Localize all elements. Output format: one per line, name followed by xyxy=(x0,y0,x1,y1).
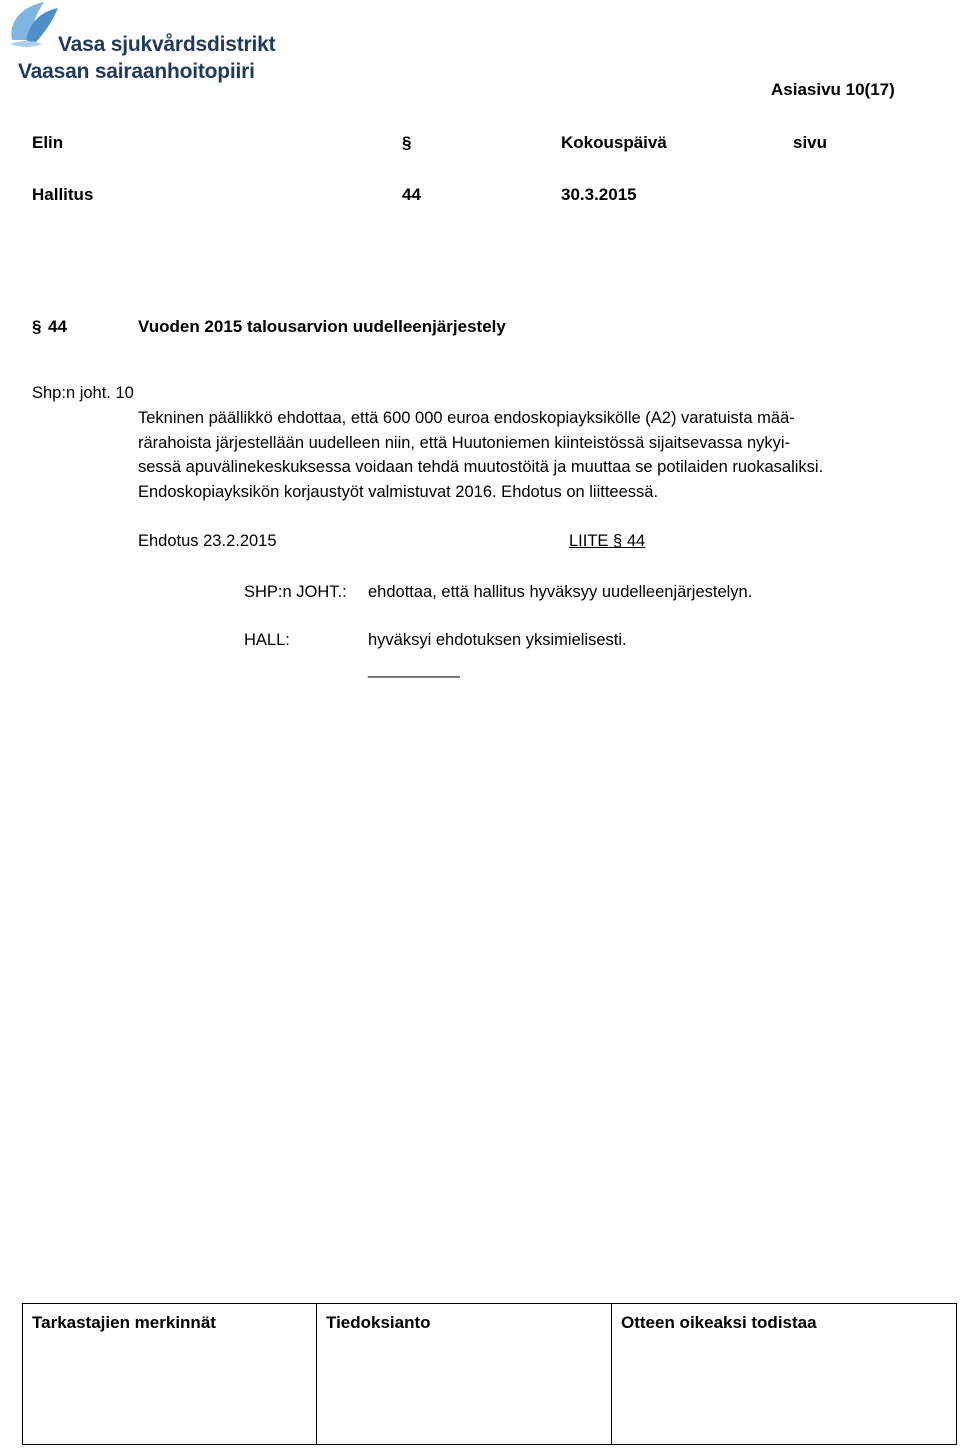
logo-name-finnish: Vaasan sairaanhoitopiiri xyxy=(18,60,255,83)
header-section-value: 44 xyxy=(402,185,421,204)
header-elin-label: Elin xyxy=(32,133,64,152)
header-meeting-date-label: Kokouspäivä xyxy=(561,133,667,152)
proposal-date: Ehdotus 23.2.2015 xyxy=(138,532,277,550)
paragraph-line: Tekninen päällikkö ehdottaa, että 600 000 euroa endoskopiayksikölle (A2) varatuista mää- xyxy=(138,409,795,427)
page-label: Asiasivu 10(17) xyxy=(771,80,895,99)
footer-certification-label: Otteen oikeaksi todistaa xyxy=(621,1313,817,1332)
footer-col-inspectors xyxy=(23,1304,317,1444)
footer-signature-table xyxy=(22,1303,957,1445)
decision-label: HALL: xyxy=(244,631,290,649)
paragraph-line: sessä apuvälinekeskuksessa voidaan tehdä muutostöitä ja muuttaa se potilaiden ruokasaliksi. xyxy=(138,458,824,476)
proposal-text: ehdottaa, että hallitus hyväksyy uudelleenjärjestelyn. xyxy=(368,583,753,601)
footer-notification-label: Tiedoksianto xyxy=(326,1313,431,1332)
footer-inspectors-label: Tarkastajien merkinnät xyxy=(32,1313,216,1332)
closing-rule: __________ xyxy=(368,660,460,678)
item-title: Vuoden 2015 talousarvion uudelleenjärjestely xyxy=(138,317,506,336)
proposal-paragraph xyxy=(138,406,908,504)
attachment-section-sign: § xyxy=(613,532,623,550)
header-section-label: § xyxy=(402,133,412,152)
item-section-sign: § xyxy=(32,317,42,336)
footer-col-certification xyxy=(611,1304,956,1444)
header-elin-value: Hallitus xyxy=(32,185,94,204)
logo-name-swedish: Vasa sjukvårdsdistrikt xyxy=(58,33,276,56)
paragraph-line: rärahoista järjestellään uudelleen niin, että Huutoniemen kiinteistössä sijaitsevassa nykyi- xyxy=(138,433,791,452)
header-page-label: sivu xyxy=(793,133,828,152)
decision-text: hyväksyi ehdotuksen yksimielisesti. xyxy=(368,631,627,649)
footer-col-notification xyxy=(316,1304,612,1444)
attachment-link[interactable] xyxy=(569,529,645,554)
item-number: 44 xyxy=(48,317,67,336)
attachment-number: 44 xyxy=(626,532,646,550)
proposal-label: SHP:n JOHT.: xyxy=(244,583,347,601)
paragraph-line: Endoskopiayksikön korjaustyöt valmistuvat 2016. Ehdotus on liitteessä. xyxy=(138,482,659,501)
proposer-ref: Shp:n joht. 10 xyxy=(32,384,134,402)
header-meeting-date-value: 30.3.2015 xyxy=(561,185,637,204)
logo-icon xyxy=(6,0,64,64)
attachment-label: LIITE xyxy=(569,532,609,550)
